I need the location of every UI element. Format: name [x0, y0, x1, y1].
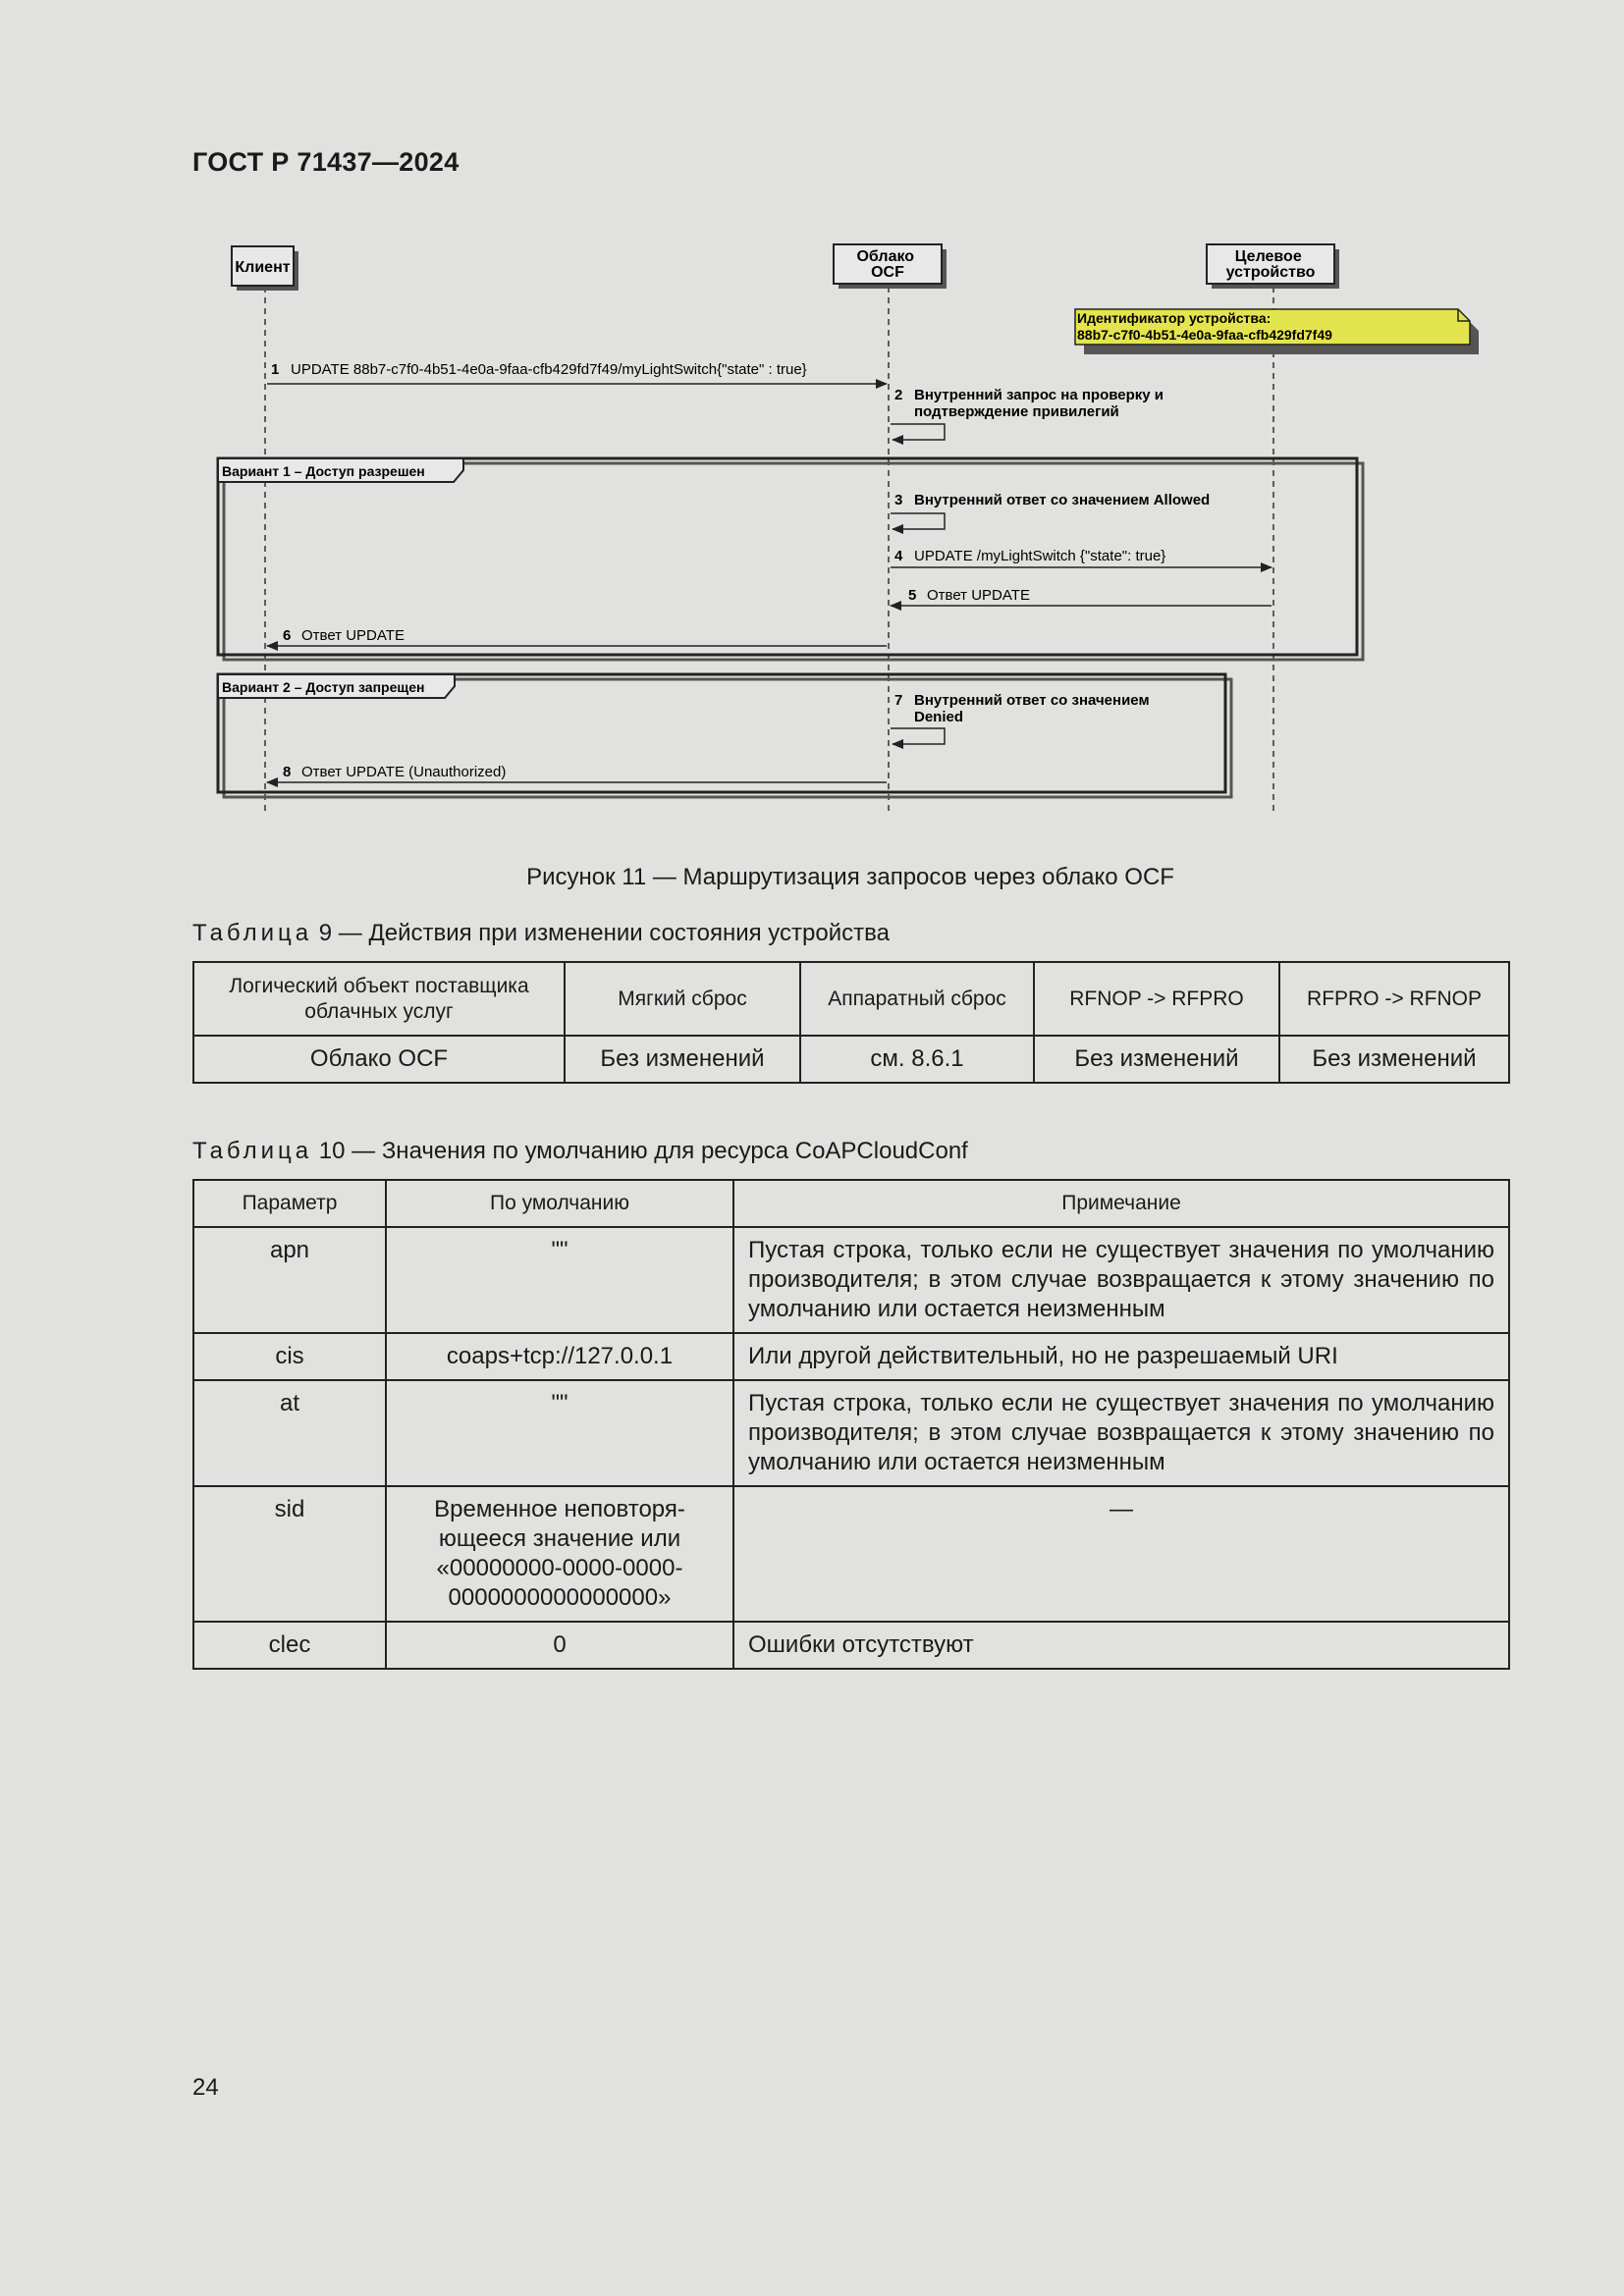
message-2-number: 2: [894, 387, 903, 403]
page-number: 24: [192, 2074, 219, 2101]
table9-cell: Облако OCF: [193, 1036, 565, 1083]
message-1-label: UPDATE 88b7-c7f0-4b51-4e0a-9faa-cfb429fd7f49/myLightSwitch{"state" : true}: [291, 361, 807, 378]
param-cell: at: [193, 1380, 386, 1486]
document-header: ГОСТ Р 71437—2024: [192, 147, 460, 177]
device-id-note: [1075, 309, 1479, 354]
table10-header-row: [193, 1180, 1509, 1227]
message-7-line1: Внутренний ответ со значением: [914, 692, 1150, 709]
message-3-number: 3: [894, 492, 903, 508]
default-cell: 0: [386, 1622, 733, 1669]
table-row: [193, 1333, 1509, 1380]
participant-cloud: [834, 244, 947, 289]
table9-title: [192, 920, 890, 947]
figure-caption: Рисунок 11 — Маршрутизация запросов через облако OCF: [526, 864, 1174, 890]
participant-cloud-label: Облако: [856, 248, 915, 265]
message-5-label: Ответ UPDATE: [927, 587, 1030, 604]
participant-client-label: Клиент: [235, 259, 291, 276]
message-2-line1: Внутренний запрос на проверку и: [914, 387, 1164, 403]
table9-cell: Без изменений: [565, 1036, 800, 1083]
alt-frame-allowed-label: Вариант 1 – Доступ разрешен: [222, 463, 425, 479]
default-cell: "": [386, 1380, 733, 1486]
table9-header-cell: Логический объект поставщика облачных услуг: [193, 962, 565, 1036]
sequence-diagram: [0, 0, 1624, 844]
message-7-number: 7: [894, 692, 903, 709]
param-cell: clec: [193, 1622, 386, 1669]
message-6-label: Ответ UPDATE: [301, 627, 405, 644]
message-3-label: Внутренний ответ со значением Allowed: [914, 492, 1211, 508]
table9-cell: см. 8.6.1: [800, 1036, 1034, 1083]
table-row: [193, 1227, 1509, 1333]
table10-label: Таблица: [192, 1138, 313, 1164]
param-cell: apn: [193, 1227, 386, 1333]
participant-device-label: Целевое: [1234, 248, 1302, 265]
table9-header-cell: RFPRO -> RFNOP: [1279, 962, 1509, 1036]
message-1-number: 1: [271, 361, 280, 378]
message-4-label: UPDATE /myLightSwitch {"state": true}: [914, 548, 1166, 564]
param-cell: cis: [193, 1333, 386, 1380]
message-7-line2: Denied: [914, 709, 964, 725]
table10-header-cell: Параметр: [193, 1180, 386, 1227]
table-row: [193, 1486, 1509, 1622]
table9-cell: Без изменений: [1279, 1036, 1509, 1083]
table9-label: Таблица: [192, 920, 313, 946]
table-row: [193, 1380, 1509, 1486]
table-10: [192, 1179, 1510, 1670]
message-6-number: 6: [283, 627, 292, 644]
default-cell: "": [386, 1227, 733, 1333]
message-8-number: 8: [283, 764, 292, 780]
note-cell: Ошибки отсутствуют: [733, 1622, 1509, 1669]
note-cell: Пустая строка, только если не существует значения по умолчанию производителя; в этом случае возвращается к этому значению по умолчанию или остается неизменным: [733, 1380, 1509, 1486]
note-cell: Пустая строка, только если не существует значения по умолчанию производителя; в этом случае возвращается к этому значению по умолчанию или остается неизменным: [733, 1227, 1509, 1333]
alt-frame-denied-label: Вариант 2 – Доступ запрещен: [222, 679, 425, 695]
table-9: [192, 961, 1510, 1084]
table-row: [193, 1036, 1509, 1083]
participant-client: [232, 246, 298, 291]
message-2-line2: подтверждение привилегий: [914, 403, 1119, 420]
param-cell: sid: [193, 1486, 386, 1622]
device-id-note-line1: Идентификатор устройства:: [1077, 310, 1272, 326]
message-5-number: 5: [908, 587, 917, 604]
table9-header-cell: Мягкий сброс: [565, 962, 800, 1036]
table9-header-cell: RFNOP -> RFPRO: [1034, 962, 1279, 1036]
note-cell: —: [733, 1486, 1509, 1622]
note-cell: Или другой действительный, но не разрешаемый URI: [733, 1333, 1509, 1380]
default-cell: Временное неповторяющееся значение или «00000000-0000-0000-0000000000000000»: [386, 1486, 733, 1622]
message-4-number: 4: [894, 548, 903, 564]
table10-title: [192, 1138, 968, 1165]
participant-device-label-line2: устройство: [1225, 264, 1316, 281]
message-2-arrow: [891, 424, 945, 440]
table10-header-cell: Примечание: [733, 1180, 1509, 1227]
table10-title-text: 10 — Значения по умолчанию для ресурса CoAPCloudConf: [318, 1138, 968, 1164]
message-3-arrow: [891, 513, 945, 529]
default-cell: coaps+tcp://127.0.0.1: [386, 1333, 733, 1380]
table9-header-cell: Аппаратный сброс: [800, 962, 1034, 1036]
svg-text:Целевое устройство: [1226, 248, 1316, 281]
message-8-label: Ответ UPDATE (Unauthorized): [301, 764, 507, 780]
table9-header-row: [193, 962, 1509, 1036]
table9-cell: Без изменений: [1034, 1036, 1279, 1083]
device-id-note-line2: 88b7-c7f0-4b51-4e0a-9faa-cfb429fd7f49: [1077, 327, 1332, 343]
table10-header-cell: По умолчанию: [386, 1180, 733, 1227]
participant-device: [1207, 244, 1339, 289]
participant-cloud-label-line2: OCF: [871, 264, 904, 281]
table-row: [193, 1622, 1509, 1669]
message-7-arrow: [891, 728, 945, 744]
table9-title-text: 9 — Действия при изменении состояния устройства: [318, 920, 890, 946]
